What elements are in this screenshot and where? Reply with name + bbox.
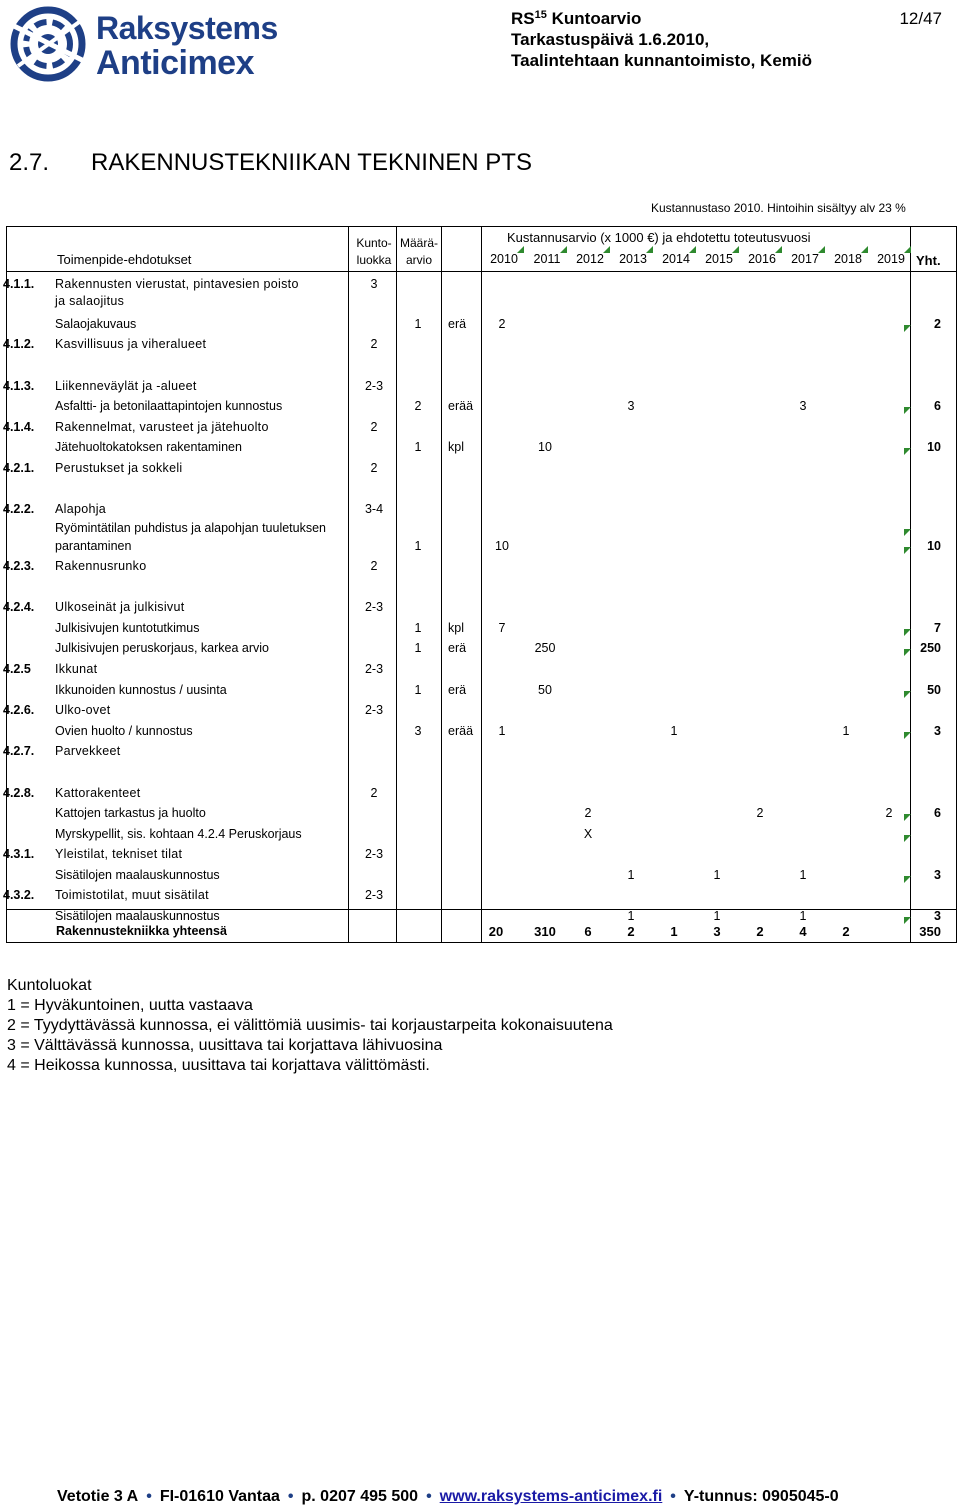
- quantity: 3: [414, 724, 422, 738]
- year-total: 2: [627, 924, 635, 939]
- condition-class: 2-3: [364, 379, 384, 393]
- year-cost: 10: [538, 440, 552, 454]
- year-header: 2016: [748, 252, 776, 266]
- condition-class: 3-4: [364, 502, 384, 516]
- category-title: Kasvillisuus ja viheralueet: [55, 337, 207, 351]
- year-total: 20: [488, 924, 504, 939]
- quantity: 1: [414, 440, 422, 454]
- item-code: 4.2.2.: [3, 502, 35, 516]
- task-description: Ikkunoiden kunnostus / uusinta: [55, 683, 227, 697]
- inspection-date: Tarkastuspäivä 1.6.2010,: [511, 30, 710, 49]
- task-description: Julkisivujen kuntotutkimus: [55, 621, 200, 635]
- legend-item: 4 = Heikossa kunnossa, uusittava tai korjattava välittömästi.: [7, 1057, 430, 1074]
- item-code: 4.3.1.: [3, 847, 35, 861]
- quantity: 1: [414, 683, 422, 697]
- year-total: 2: [756, 924, 764, 939]
- year-cost: 2: [584, 806, 592, 820]
- comment-marker-icon: [904, 732, 911, 739]
- site-name: Taalintehtaan kunnantoimisto, Kemiö: [511, 51, 812, 70]
- unit: erä: [448, 683, 467, 697]
- task-description: Ovien huolto / kunnostus: [55, 724, 193, 738]
- task-description: parantaminen: [55, 539, 132, 553]
- condition-class: 2-3: [364, 847, 384, 861]
- page-footer: [57, 1488, 839, 1506]
- header-maara: Määrä- arvio: [399, 236, 438, 267]
- footer-postal: FI-01610 Vantaa: [159, 1488, 280, 1505]
- grand-total: 350: [919, 924, 941, 939]
- comment-marker-icon: [603, 246, 610, 253]
- comment-marker-icon: [861, 246, 868, 253]
- item-code: 4.2.5: [3, 662, 31, 676]
- item-code: 4.2.4.: [3, 600, 35, 614]
- header-kustannus: Kustannusarvio (x 1000 €) ja ehdotettu toteutusvuosi: [507, 230, 811, 245]
- category-title: Ulko-ovet: [55, 703, 111, 717]
- category-title: ja salaojitus: [55, 294, 125, 308]
- section-heading: [9, 149, 532, 177]
- quantity: 2: [414, 399, 422, 413]
- task-description: Kattojen tarkastus ja huolto: [55, 806, 206, 820]
- condition-class: 2: [370, 461, 378, 475]
- year-total: 4: [799, 924, 807, 939]
- footer-address: Vetotie 3 A: [57, 1488, 139, 1505]
- comment-marker-icon: [904, 246, 911, 253]
- unit: kpl: [448, 621, 464, 635]
- unit: erä: [448, 641, 467, 655]
- category-title: Alapohja: [55, 502, 107, 516]
- row-total: 2: [934, 317, 941, 331]
- year-cost: 7: [498, 621, 506, 635]
- legend-item: 3 = Välttävässä kunnossa, uusittava tai korjattava lähivuosina: [7, 1037, 443, 1054]
- year-header: 2011: [533, 252, 561, 266]
- quantity: 1: [414, 317, 422, 331]
- category-title: Ikkunat: [55, 662, 98, 676]
- year-cost: 1: [799, 868, 807, 882]
- year-header: 2014: [662, 252, 690, 266]
- year-total: 2: [842, 924, 850, 939]
- comment-marker-icon: [904, 448, 911, 455]
- legend-item: 1 = Hyväkuntoinen, uutta vastaava: [7, 997, 253, 1014]
- year-cost: 50: [538, 683, 552, 697]
- comment-marker-icon: [517, 246, 524, 253]
- task-description: Julkisivujen peruskorjaus, karkea arvio: [55, 641, 269, 655]
- comment-marker-icon: [904, 814, 911, 821]
- category-title: Liikenneväylät ja -alueet: [55, 379, 197, 393]
- comment-marker-icon: [904, 629, 911, 636]
- row-total: 6: [934, 806, 941, 820]
- legend-title: Kuntoluokat: [7, 977, 92, 994]
- section-number: 2.7.: [9, 149, 50, 176]
- comment-marker-icon: [904, 876, 911, 883]
- condition-class: 2: [370, 337, 378, 351]
- year-cost: 250: [534, 641, 556, 655]
- bullet-icon: •: [287, 1488, 294, 1505]
- footer-ytunnus: Y-tunnus: 0905045-0: [683, 1488, 839, 1505]
- year-header: 2012: [576, 252, 604, 266]
- year-cost: 1: [842, 724, 850, 738]
- year-header: 2015: [705, 252, 733, 266]
- comment-marker-icon: [904, 691, 911, 698]
- condition-class: 2: [370, 786, 378, 800]
- category-title: Toimistotilat, muut sisätilat: [55, 888, 209, 902]
- condition-legend: [7, 976, 613, 1076]
- row-total: 250: [920, 641, 941, 655]
- row-total: 50: [927, 683, 941, 697]
- comment-marker-icon: [646, 246, 653, 253]
- year-header: 2017: [791, 252, 819, 266]
- condition-class: 2-3: [364, 600, 384, 614]
- comment-marker-icon: [904, 407, 911, 414]
- condition-class: 3: [370, 277, 378, 291]
- quantity: 1: [414, 621, 422, 635]
- total-label: Rakennustekniikka yhteensä: [56, 924, 227, 938]
- year-cost: 2: [498, 317, 506, 331]
- logo-emblem-icon: [8, 6, 92, 82]
- row-total: 3: [934, 868, 941, 882]
- item-code: 4.2.1.: [3, 461, 35, 475]
- year-cost: 1: [498, 724, 506, 738]
- category-title: Yleistilat, tekniset tilat: [55, 847, 183, 861]
- condition-class: 2: [370, 420, 378, 434]
- header-toimenpide: Toimenpide-ehdotukset: [57, 252, 192, 267]
- year-total: 1: [670, 924, 678, 939]
- report-title: RS$^{15}$ Kuntoarvio: [511, 9, 642, 28]
- condition-class: 2-3: [364, 703, 384, 717]
- item-code: 4.2.6.: [3, 703, 35, 717]
- header-yht: Yht.: [916, 253, 941, 268]
- comment-marker-icon: [732, 246, 739, 253]
- item-code: 4.2.3.: [3, 559, 35, 573]
- section-title: RAKENNUSTEKNIIKAN TEKNINEN PTS: [91, 149, 532, 176]
- year-header: 2010: [490, 252, 518, 266]
- bullet-icon: •: [426, 1488, 432, 1505]
- task-description: Ryömintätilan puhdistus ja alapohjan tuuletuksen: [55, 521, 327, 535]
- year-header: 2013: [619, 252, 647, 266]
- document-header: [511, 8, 812, 71]
- item-code: 4.1.2.: [3, 337, 35, 351]
- year-cost: 1: [627, 868, 635, 882]
- row-total: 3: [934, 724, 941, 738]
- comment-marker-icon: [904, 649, 911, 656]
- category-title: Ulkoseinät ja julkisivut: [55, 600, 185, 614]
- pts-table: [3, 226, 957, 943]
- category-title: Kattorakenteet: [55, 786, 141, 800]
- category-title: Rakennusrunko: [55, 559, 147, 573]
- cost-note: Kustannustaso 2010. Hintoihin sisältyy alv 23 %: [651, 201, 906, 215]
- item-code: 4.1.3.: [3, 379, 35, 393]
- legend-item: 2 = Tyydyttävässä kunnossa, ei välittömiä uusimis- tai korjaustarpeita kokonaisuutena: [7, 1017, 613, 1034]
- category-title: Perustukset ja sokkeli: [55, 461, 183, 475]
- logo-line1: Raksystems: [96, 10, 278, 46]
- condition-class: 2-3: [364, 888, 384, 902]
- unit: erä: [448, 317, 467, 331]
- page-number: 12/47: [899, 9, 942, 28]
- unit: kpl: [448, 440, 464, 454]
- footer-website-link[interactable]: www.raksystems-anticimex.fi: [439, 1488, 663, 1505]
- row-total: 10: [927, 539, 941, 553]
- category-title: Rakennelmat, varusteet ja jätehuolto: [55, 420, 269, 434]
- year-cost: 1: [713, 909, 721, 923]
- row-total: 6: [934, 399, 941, 413]
- year-cost: 1: [670, 724, 678, 738]
- comment-marker-icon: [904, 835, 911, 842]
- year-cost: 1: [627, 909, 635, 923]
- comment-marker-icon: [775, 246, 782, 253]
- year-cost: 3: [799, 399, 807, 413]
- year-cost: 1: [713, 868, 721, 882]
- comment-marker-icon: [904, 529, 911, 536]
- bullet-icon: •: [146, 1488, 152, 1505]
- task-description: Sisätilojen maalauskunnostus: [55, 868, 220, 882]
- year-cost: 1: [799, 909, 807, 923]
- header-kunto: Kunto- luokka: [356, 236, 392, 267]
- year-cost: 3: [627, 399, 635, 413]
- item-code: 4.1.4.: [3, 420, 35, 434]
- year-total: 6: [584, 924, 592, 939]
- comment-marker-icon: [818, 246, 825, 253]
- task-description: Salaojakuvaus: [55, 317, 137, 331]
- year-header: 2019: [877, 252, 905, 266]
- task-description: Myrskypellit, sis. kohtaan 4.2.4 Peruskorjaus: [55, 827, 302, 841]
- year-header: 2018: [834, 252, 862, 266]
- unit: erää: [448, 399, 474, 413]
- item-code: 4.2.7.: [3, 744, 35, 758]
- task-description: Asfaltti- ja betonilaattapintojen kunnostus: [55, 399, 283, 413]
- year-cost: 2: [756, 806, 764, 820]
- task-description: Jätehuoltokatoksen rakentaminen: [55, 440, 242, 454]
- condition-class: 2-3: [364, 662, 384, 676]
- category-title: Rakennusten vierustat, pintavesien poisto: [55, 277, 299, 291]
- logo-line2: Anticimex: [96, 44, 254, 82]
- company-logo: [8, 6, 308, 82]
- quantity: 1: [414, 641, 422, 655]
- item-code: 4.3.2.: [3, 888, 35, 902]
- comment-marker-icon: [560, 246, 567, 253]
- comment-marker-icon: [904, 547, 911, 554]
- quantity: 1: [414, 539, 422, 553]
- row-total: 7: [934, 621, 941, 635]
- comment-marker-icon: [689, 246, 696, 253]
- year-cost: X: [583, 827, 593, 841]
- comment-marker-icon: [904, 917, 911, 924]
- row-total: 3: [934, 909, 941, 923]
- row-total: 10: [927, 440, 941, 454]
- year-cost: 10: [495, 539, 509, 553]
- footer-phone: p. 0207 495 500: [301, 1488, 419, 1505]
- bullet-icon: •: [670, 1488, 676, 1505]
- category-title: Parvekkeet: [55, 744, 121, 758]
- year-total: 310: [534, 924, 556, 939]
- condition-class: 2: [370, 559, 378, 573]
- item-code: 4.2.8.: [3, 786, 35, 800]
- unit: erää: [448, 724, 474, 738]
- item-code: 4.1.1.: [3, 277, 35, 291]
- year-cost: 2: [885, 806, 893, 820]
- task-description: Sisätilojen maalauskunnostus: [55, 909, 220, 923]
- year-total: 3: [713, 924, 721, 939]
- comment-marker-icon: [904, 325, 911, 332]
